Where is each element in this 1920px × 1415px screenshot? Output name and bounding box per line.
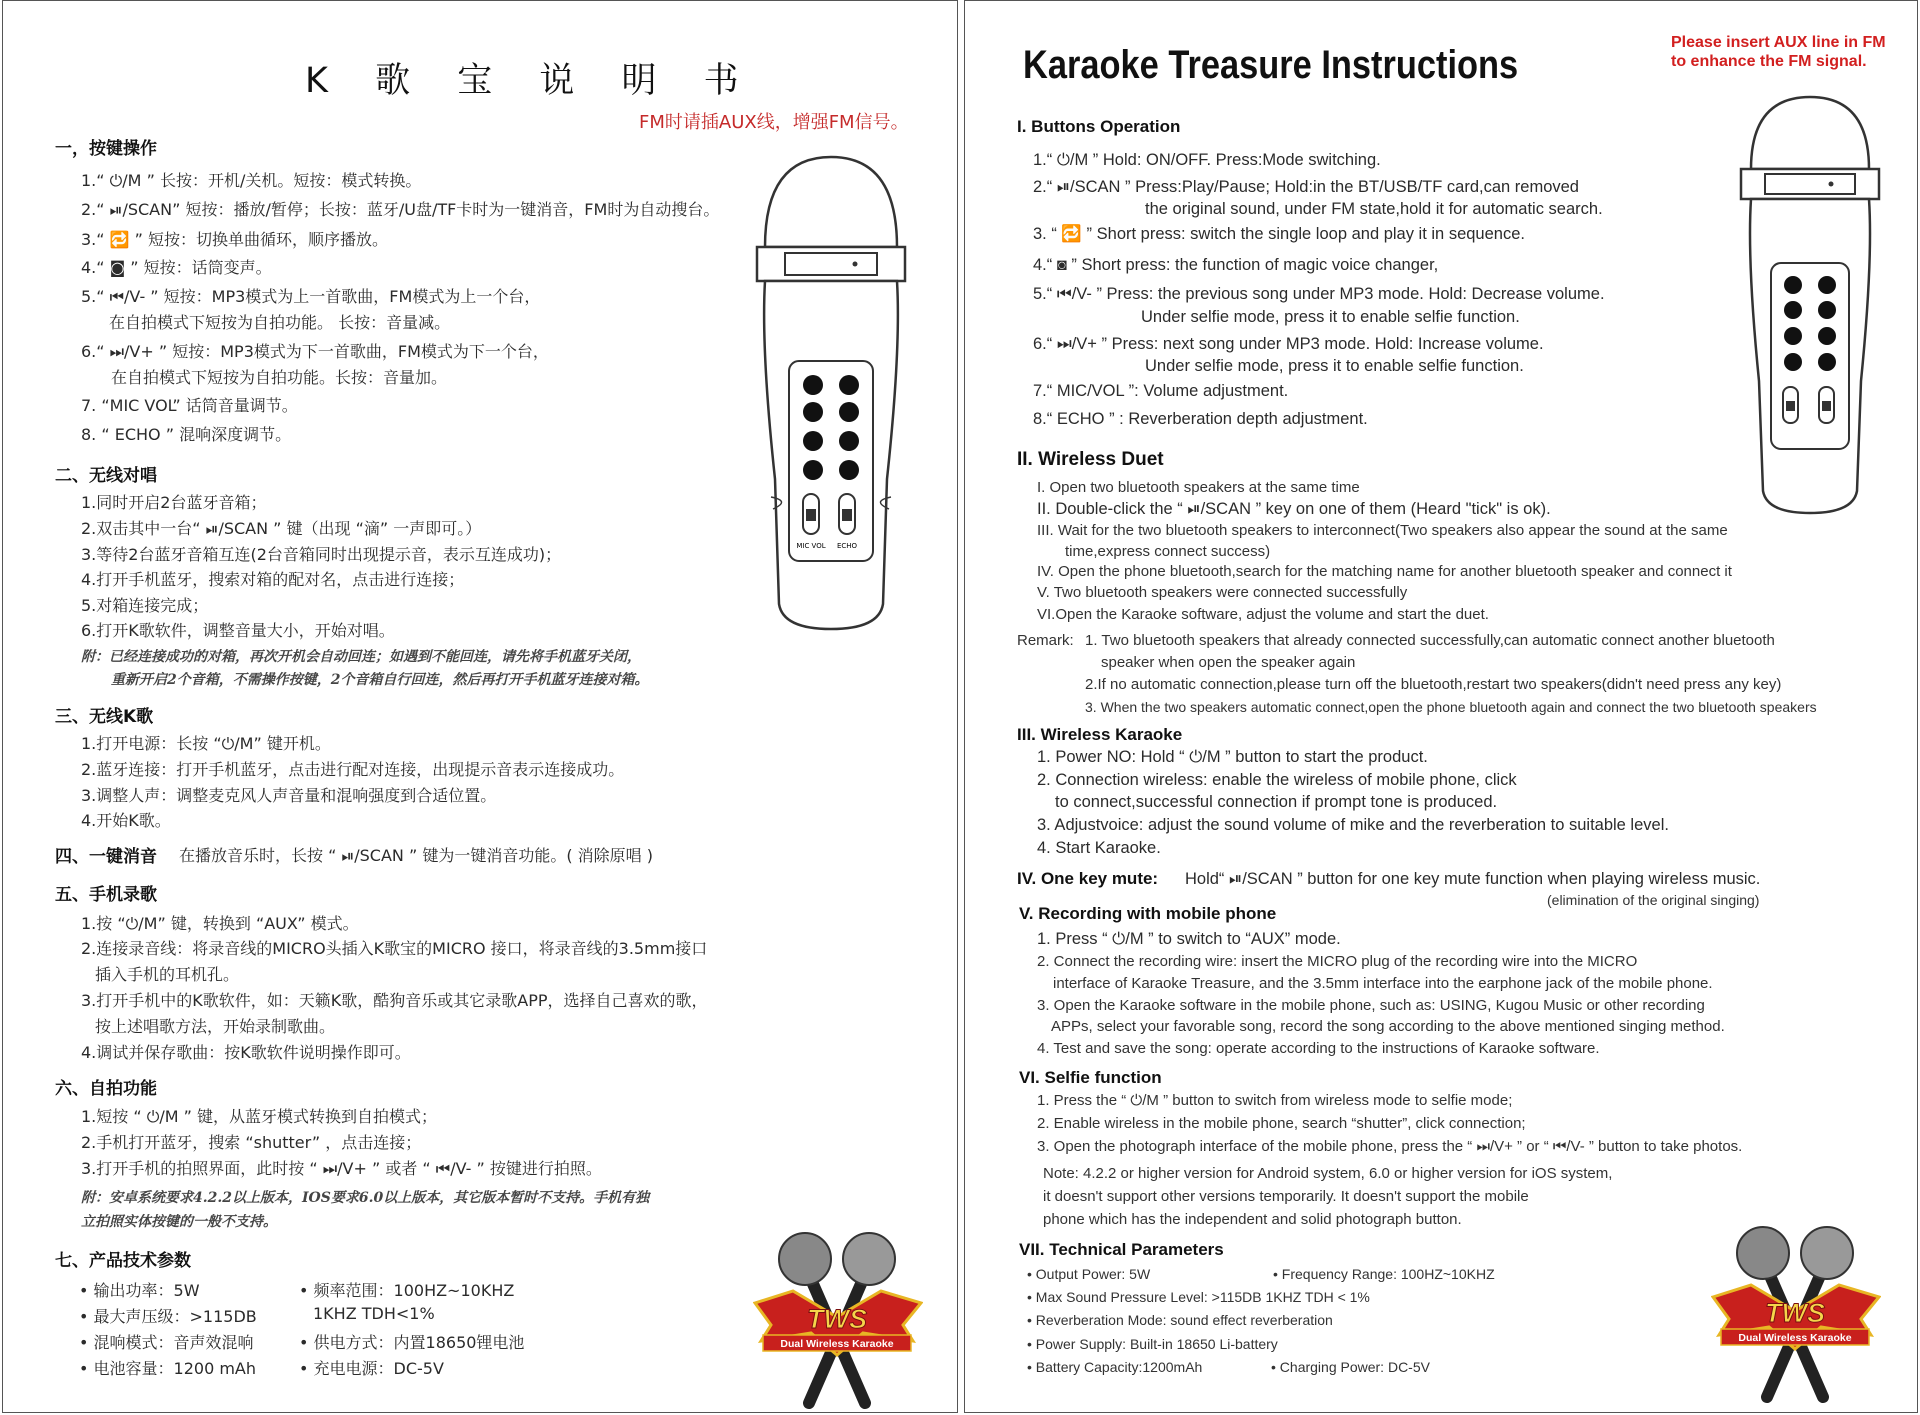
- selfie-note: Note: 4.2.2 or higher version for Android system, 6.0 or higher version for iOS system,: [1043, 1165, 1613, 1182]
- page-title: Karaoke Treasure Instructions: [1023, 43, 1519, 87]
- duet-note: 重新开启2个音箱，不需操作按键，2个音箱自行回连，然后再打开手机蓝牙连接对箱。: [111, 672, 649, 688]
- fm-note: to enhance the FM signal.: [1671, 53, 1867, 70]
- section-title: 一，按键操作: [55, 139, 157, 159]
- spec-item: • Charging Power: DC-5V: [1271, 1359, 1430, 1375]
- instruction-line: 1.“ ⏻/M ” 长按：开机/关机。短按：模式转换。: [81, 171, 422, 190]
- remark-label: Remark:: [1017, 632, 1074, 649]
- instruction-line: 2.连接录音线：将录音线的MICRO头插入K歌宝的MICRO 接口，将录音线的3.5mm接口: [81, 939, 708, 958]
- english-page: [964, 0, 1918, 1413]
- instruction-line: 3. Open the photograph interface of the mobile phone, press the “ ⏭/V+ ” or “ ⏮/V- ” button to take photos.: [1037, 1138, 1743, 1155]
- spec-item: • Battery Capacity:1200mAh: [1027, 1359, 1203, 1375]
- instruction-line: 4. Start Karaoke.: [1037, 839, 1161, 857]
- instruction-line: V. Two bluetooth speakers were connected successfully: [1037, 584, 1408, 601]
- instruction-line: 插入手机的耳机孔。: [95, 965, 240, 984]
- selfie-note: 立拍照实体按键的一般不支持。: [81, 1214, 277, 1230]
- spec-item: • 频率范围：100HZ~10KHZ: [299, 1281, 515, 1300]
- section-title: V. Recording with mobile phone: [1019, 904, 1277, 923]
- instruction-line: 2.“ ⏯/SCAN” 短按：播放/暂停；长按：蓝牙/U盘/TF卡时为一键消音，FM时为自动搜台。: [81, 200, 720, 219]
- section-title: II. Wireless Duet: [1017, 449, 1164, 470]
- instruction-line: 4.打开手机蓝牙，搜索对箱的配对名，点击进行连接；: [81, 570, 465, 589]
- section-title: VII. Technical Parameters: [1019, 1240, 1224, 1259]
- instruction-line: APPs, select your favorable song, record the song according to the above mentioned singing method.: [1051, 1018, 1725, 1035]
- section-title: 七、产品技术参数: [55, 1251, 191, 1271]
- instruction-line: 2. Enable wireless in the mobile phone, search “shutter”, click connection;: [1037, 1115, 1526, 1132]
- page-title: K 歌 宝 说 明 书: [305, 61, 757, 101]
- remark-line: 2.If no automatic connection,please turn off the bluetooth,restart two speakers(didn't need press any key): [1085, 676, 1782, 693]
- instruction-line: 6.打开K歌软件，调整音量大小，开始对唱。: [81, 621, 395, 640]
- section-title: 四、一键消音: [55, 847, 157, 867]
- instruction-line: 1. Power NO: Hold “ ⏻/M ” button to start the product.: [1037, 748, 1428, 766]
- instruction-line: 8.“ ECHO ” : Reverberation depth adjustment.: [1033, 410, 1368, 428]
- instruction-line: 1.打开电源：长按 “⏻/M” 键开机。: [81, 734, 331, 753]
- spec-item: • 混响模式：音声效混响: [79, 1333, 254, 1352]
- logo-text: TWS: [807, 1304, 867, 1334]
- instruction-line: 7. “MIC VOL” 话筒音量调节。: [81, 396, 298, 415]
- instruction-line: 3. “ 🔁 ” Short press: switch the single loop and play it in sequence.: [1033, 225, 1525, 243]
- spec-item: • Max Sound Pressure Level: >115DB 1KHZ TDH < 1%: [1027, 1289, 1370, 1305]
- instruction-line: 4.开始K歌。: [81, 811, 171, 830]
- selfie-note: it doesn't support other versions temporarily. It doesn't support the mobile: [1043, 1188, 1529, 1205]
- instruction-line: 4.调试并保存歌曲：按K歌软件说明操作即可。: [81, 1043, 411, 1062]
- instruction-line: interface of Karaoke Treasure, and the 3.5mm interface into the earphone jack of the mobile phone.: [1053, 975, 1713, 992]
- instruction-line: 在自拍模式下短按为自拍功能。 长按：音量减。: [109, 313, 451, 332]
- instruction-line: II. Double-click the “ ⏯/SCAN ” key on one of them (Heard "tick" is ok).: [1037, 500, 1551, 518]
- instruction-line: IV. Open the phone bluetooth,search for the matching name for another bluetooth speaker and connect it: [1037, 563, 1732, 580]
- section-title: 六、自拍功能: [55, 1079, 157, 1099]
- spec-item: • 电池容量：1200 mAh: [79, 1359, 257, 1378]
- instruction-line: 2.蓝牙连接：打开手机蓝牙，点击进行配对连接，出现提示音表示连接成功。: [81, 760, 625, 779]
- spec-item: • 充电电源：DC-5V: [299, 1359, 444, 1378]
- section-title: I. Buttons Operation: [1017, 117, 1181, 136]
- instruction-line: Under selfie mode, press it to enable selfie function.: [1141, 308, 1520, 326]
- instruction-line: 1.同时开启2台蓝牙音箱；: [81, 493, 267, 512]
- instruction-line: 1.按 “⏻/M” 键，转换到 “AUX” 模式。: [81, 914, 359, 933]
- instruction-line: 7.“ MIC/VOL ”: Volume adjustment.: [1033, 382, 1289, 400]
- spec-item: • Power Supply: Built-in 18650 Li-battery: [1027, 1336, 1278, 1352]
- instruction-line: 3.“ 🔁 ” 短按：切换单曲循环，顺序播放。: [81, 230, 389, 249]
- section-title: 二、无线对唱: [55, 466, 157, 486]
- tws-logo: [753, 1221, 923, 1411]
- section-title: VI. Selfie function: [1019, 1068, 1162, 1087]
- fm-note: Please insert AUX line in FM: [1671, 34, 1886, 51]
- instruction-line: the original sound, under FM state,hold it for automatic search.: [1145, 200, 1603, 218]
- instruction-line: III. Wait for the two bluetooth speakers to interconnect(Two speakers also appear the sound at the same: [1037, 522, 1728, 539]
- instruction-line: time,express connect success): [1065, 543, 1271, 560]
- spec-item: • 输出功率：5W: [79, 1281, 200, 1300]
- spec-item: • 最大声压级：>115DB: [79, 1307, 257, 1326]
- remark-line: 3. When the two speakers automatic connect,open the phone bluetooth again and connect the two bluetooth speakers: [1085, 699, 1817, 715]
- selfie-note: 附：安卓系统要求4.2.2以上版本，IOS要求6.0以上版本，其它版本暂时不支持。手机有独: [81, 1190, 650, 1206]
- tws-logo: [1711, 1215, 1881, 1405]
- instruction-line: 4.“ ◙ ” Short press: the function of magic voice changer,: [1033, 256, 1439, 274]
- instruction-line: 5.对箱连接完成；: [81, 596, 209, 615]
- spec-item: 1KHZ TDH<1%: [313, 1304, 435, 1323]
- remark-line: 1. Two bluetooth speakers that already connected successfully,can automatic connect another bluetooth: [1085, 632, 1775, 649]
- instruction-line: 按上述唱歌方法，开始录制歌曲。: [95, 1017, 336, 1036]
- instruction-line: 2.“ ⏯/SCAN ” Press:Play/Pause; Hold:in the BT/USB/TF card,can removed: [1033, 178, 1579, 196]
- logo-subtext: Dual Wireless Karaoke: [1738, 1332, 1852, 1344]
- instruction-line: 3. Open the Karaoke software in the mobile phone, such as: USING, Kugou Music or other recording: [1037, 997, 1705, 1014]
- instruction-line: 4.“ ◙ ” 短按：话筒变声。: [81, 258, 272, 277]
- instruction-line: 3. Adjustvoice: adjust the sound volume of mike and the reverberation to suitable level.: [1037, 816, 1669, 834]
- instruction-line: 3.调整人声：调整麦克风人声音量和混响强度到合适位置。: [81, 786, 497, 805]
- instruction-line: 2.双击其中一台“ ⏯/SCAN ” 键（出现 “滴” 一声即可。）: [81, 519, 482, 538]
- chinese-page: [2, 0, 958, 1413]
- instruction-line: 6.“ ⏭/V+ ” Press: next song under MP3 mode. Hold: Increase volume.: [1033, 335, 1544, 353]
- mic-vol-label: MIC VOL: [796, 542, 826, 550]
- section-title: III. Wireless Karaoke: [1017, 725, 1183, 744]
- selfie-note: phone which has the independent and solid photograph button.: [1043, 1211, 1462, 1228]
- remark-line: speaker when open the speaker again: [1101, 654, 1356, 671]
- instruction-line: 在自拍模式下短按为自拍功能。长按：音量加。: [111, 368, 448, 387]
- instruction-line: 3.打开手机中的K歌软件，如：天籁K歌，酷狗音乐或其它录歌APP，选择自己喜欢的歌，: [81, 991, 708, 1010]
- echo-label: ECHO: [836, 542, 858, 550]
- instruction-line: to connect,successful connection if prompt tone is produced.: [1055, 793, 1498, 811]
- logo-text: TWS: [1765, 1298, 1825, 1328]
- instruction-line: Under selfie mode, press it to enable selfie function.: [1145, 357, 1524, 375]
- instruction-line: 4. Test and save the song: operate according to the instructions of Karaoke software.: [1037, 1040, 1600, 1057]
- instruction-line: 5.“ ⏮/V- ” Press: the previous song under MP3 mode. Hold: Decrease volume.: [1033, 285, 1605, 303]
- section-title: 三、无线K歌: [55, 707, 154, 727]
- spec-item: • Frequency Range: 100HZ~10KHZ: [1273, 1266, 1495, 1282]
- section-title: IV. One key mute:: [1017, 869, 1159, 888]
- duet-note: 附：已经连接成功的对箱，再次开机会自动回连；如遇到不能回连，请先将手机蓝牙关闭，: [81, 649, 641, 665]
- instruction-line: VI.Open the Karaoke software, adjust the volume and start the duet.: [1037, 606, 1489, 623]
- instruction-line: 5.“ ⏮/V- ” 短按：MP3模式为上一首歌曲，FM模式为上一个台，: [81, 287, 541, 306]
- instruction-line: 3.等待2台蓝牙音箱互连(2台音箱同时出现提示音，表示互连成功)；: [81, 545, 562, 564]
- microphone-illustration: [1735, 91, 1885, 521]
- instruction-line: 3.打开手机的拍照界面，此时按 “ ⏭/V+ ” 或者 “ ⏮/V- ” 按键进行拍照。: [81, 1159, 602, 1178]
- instruction-line: 在播放音乐时，长按 “ ⏯/SCAN ” 键为一键消音功能。( 消除原唱 ): [179, 846, 654, 865]
- instruction-line: 6.“ ⏭/V+ ” 短按：MP3模式为下一首歌曲，FM模式为下一个台，: [81, 342, 549, 361]
- instruction-line: 2. Connect the recording wire: insert the MICRO plug of the recording wire into the MICRO: [1037, 953, 1638, 970]
- spec-item: • Output Power: 5W: [1027, 1266, 1151, 1282]
- instruction-line: 1. Press the “ ⏻/M ” button to switch from wireless mode to selfie mode;: [1037, 1092, 1513, 1109]
- fm-note: FM时请插AUX线，增强FM信号。: [639, 112, 909, 133]
- instruction-line: 8. “ ECHO ” 混响深度调节。: [81, 425, 292, 444]
- spec-item: • Reverberation Mode: sound effect reverberation: [1027, 1312, 1333, 1328]
- spec-item: • 供电方式：内置18650锂电池: [299, 1333, 525, 1352]
- section-title: 五、手机录歌: [55, 885, 157, 905]
- instruction-line: 2.手机打开蓝牙，搜索 “shutter” ，点击连接；: [81, 1133, 422, 1152]
- logo-subtext: Dual Wireless Karaoke: [780, 1338, 894, 1350]
- instruction-subline: (elimination of the original singing): [1547, 892, 1760, 908]
- instruction-line: I. Open two bluetooth speakers at the same time: [1037, 479, 1360, 496]
- instruction-line: 1. Press “ ⏻/M ” to switch to “AUX” mode.: [1037, 930, 1341, 948]
- instruction-line: Hold“ ⏯/SCAN ” button for one key mute function when playing wireless music.: [1185, 870, 1761, 888]
- instruction-line: 1.“ ⏻/M ” Hold: ON/OFF. Press:Mode switching.: [1033, 151, 1381, 169]
- instruction-line: 1.短按 “ ⏻/M ” 键，从蓝牙模式转换到自拍模式；: [81, 1107, 438, 1126]
- microphone-illustration: [751, 149, 911, 641]
- instruction-line: 2. Connection wireless: enable the wireless of mobile phone, click: [1037, 771, 1517, 789]
